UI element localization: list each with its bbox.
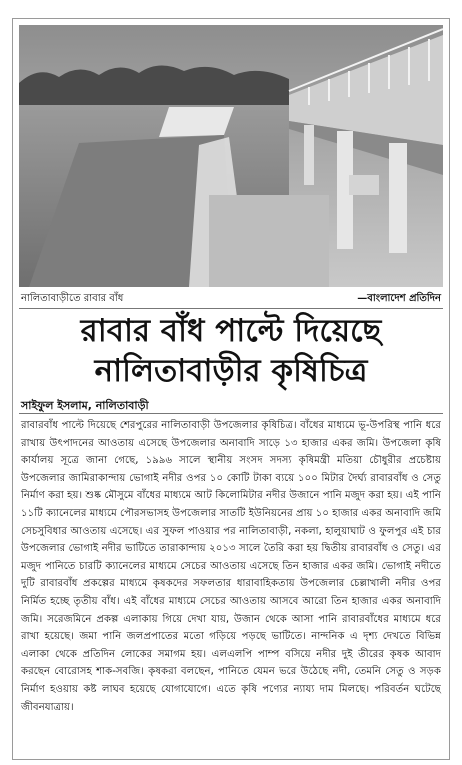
byline: সাইফুল ইসলাম, নালিতাবাড়ী [21, 399, 149, 412]
rubber-dam-photo [19, 25, 443, 287]
byline-divider [19, 413, 443, 414]
photo-illustration [19, 25, 443, 287]
news-clipping [12, 18, 450, 760]
headline [19, 311, 443, 391]
photo-credit: —বাংলাদেশ প্রতিদিন [357, 293, 441, 304]
photo-caption-row [19, 291, 443, 307]
headline-line-1: রাবার বাঁধ পাল্টে দিয়েছে [80, 313, 382, 349]
headline-line-2: নালিতাবাড়ীর কৃষিচিত্র [94, 353, 368, 389]
article-body: রাবারবাঁধ পাল্টে দিয়েছে শেরপুরের নালিতাবাড়ী উপজেলার কৃষিচিত্র। বাঁধের মাধ্যমে ভূ-উপরিস্থ পানি ধরে রাখায় উৎপাদনের আওতায় এসেছে উপজেলার অনাবাদি সাড়ে ১৩ হাজার একর জমি। উপজেলা কৃষি কার্যালয় সূত্রে জানা গেছে, ১৯৯৬ সালে স্থানীয় সংসদ সদস্য কৃষিমন্ত্রী মতিয়া চৌধুরীর প্রচেষ্টায় উপজেলার জামিরাকান্দায় ভোগাই নদীর ওপর ১০ কোটি টাকা ব্যয়ে ১০০ মিটার দৈর্ঘ্য রাবারবাঁধ ও সেতু নির্মাণ করা হয়। শুষ্ক মৌসুমে বাঁধের মাধ্যমে আট কিলোমিটার নদীর উজানে পানি মজুদ করা হয়। এই পানি ১১টি ক্যানেলের মাধ্যমে পৌরসভাসহ উপজেলার সাতটি ইউনিয়নের প্রায় ১০ হাজার একর অনাবাদি জমি সেচসুবিধার আওতায় এসেছে। এর সুফল পাওয়ার পর নালিতাবাড়ী, নকলা, হালুয়াঘাট ও ফুলপুর এই চার উপজেলার ভোগাই নদীর ভাটিতে তারাকান্দায় ২০১৩ সালে তৈরি করা হয় দ্বিতীয় রাবারবাঁধ ও সেতু। এর মজুদ পানিতে চারটি ক্যানেলের মাধ্যমে সেচের আওতায় এসেছে তিন হাজার একর জমি। ভোগাই নদীতে দুটি রাবারবাঁধ প্রকল্পের মাধ্যমে কৃষকদের সফলতার ধারাবাহিকতায় উপজেলার চেল্লাখালী নদীর ওপর নির্মিত হচ্ছে তৃতীয় বাঁধ। এই বাঁধের মাধ্যমে সেচের আওতায় আসবে আরো তিন হাজার একর অনাবাদি জমি। সরেজমিনে প্রকল্প এলাকায় গিয়ে দেখা যায়, উজান থেকে আসা পানি রাবারবাঁধের মাধ্যমে ধরে রাখা হয়েছে। জমা পানি জলপ্রপাতের মতো গড়িয়ে পড়ছে ভাটিতে। নান্দনিক এ দৃশ্য দেখতে বিভিন্ন এলাকা থেকে প্রতিদিন লোকের সমাগম হয়। এলএলপি পাম্প বসিয়ে নদীর দুই তীরের কৃষক আবাদ করছেন বোরোসহ শাক-সবজি। কৃষকরা বলছেন, পানিতে যেমন ভরে উঠেছে নদী, তেমনি সেতু ও সড়ক নির্মাণ হওয়ায় কষ্ট লাঘব হয়েছে যোগাযোগে। এতে কৃষি পণ্যের ন্যায্য দাম মিলছে। পরিবর্তন ঘটেছে জীবনযাত্রায়। [21, 420, 441, 713]
photo-caption: নালিতাবাড়ীতে রাবার বাঁধ [21, 293, 124, 304]
caption-divider [19, 308, 443, 309]
